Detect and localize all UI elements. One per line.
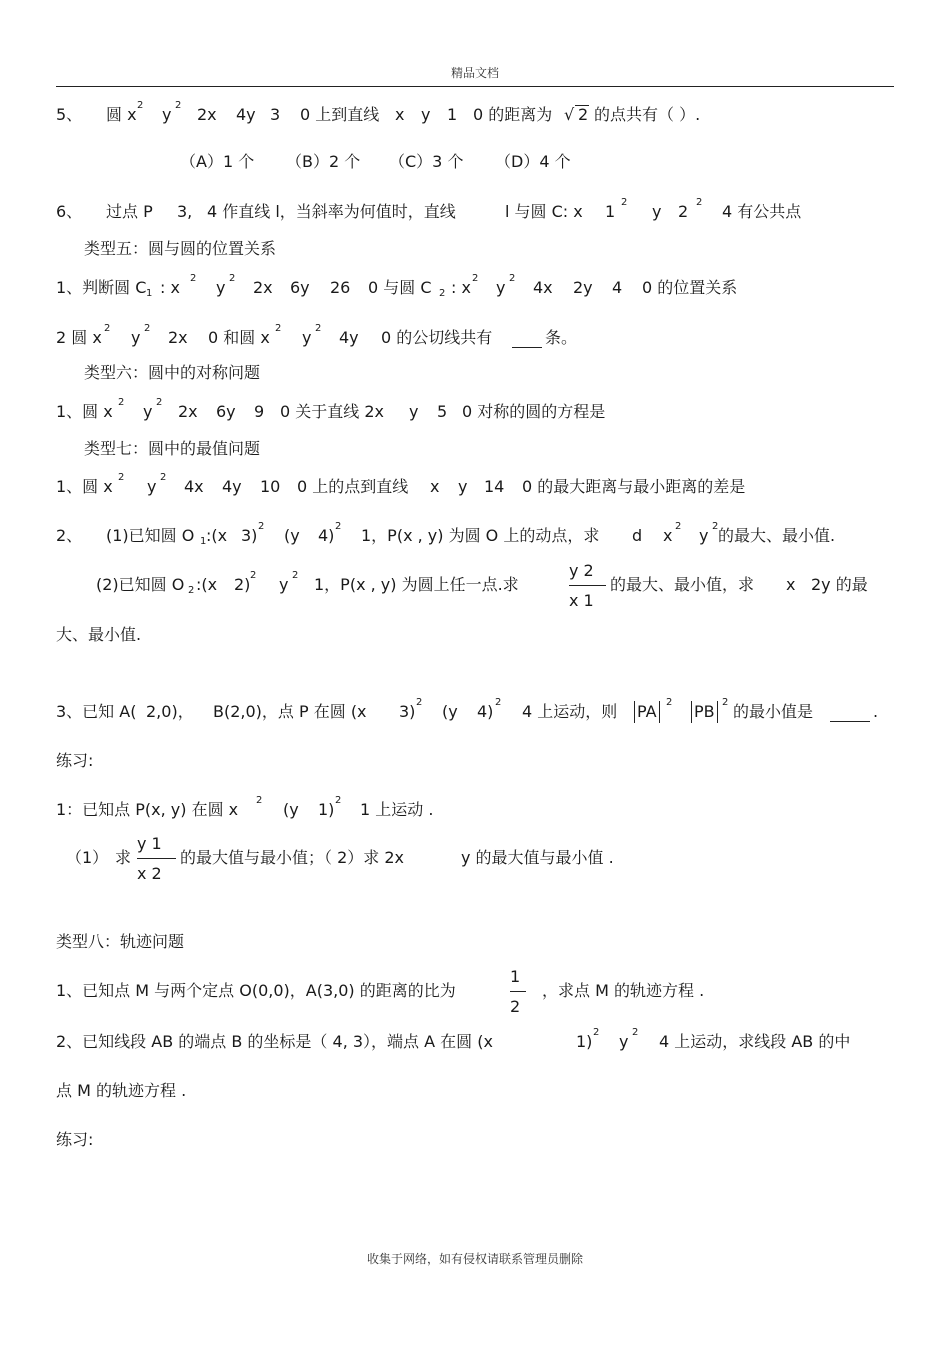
text-fragment: 5、 [56,105,83,124]
text-fragment: ，求点 M 的轨迹方程 . [542,981,705,1000]
text-fragment: 4x [184,477,204,496]
line-ex2 [0,1125,950,1155]
text-fragment: 4 [612,278,623,297]
text-fragment: 0 的距离为 [473,105,553,124]
text-fragment: 0 对称的圆的方程是 [462,402,606,421]
text-fragment: 条。 [545,328,578,347]
text-fragment: 4 作直线 l，当斜率为何值时，直线 [207,202,456,221]
line-t5-q2 [0,323,950,353]
text-fragment: （C）3 个 [389,152,464,171]
text-fragment: :(x [206,526,228,545]
text-fragment: l 与圆 C: x [505,202,583,221]
text-fragment: 2 [578,105,589,124]
line-type8 [0,927,950,957]
text-fragment: 2 [190,273,197,284]
text-fragment: 2 [118,397,125,408]
text-fragment: 4) [318,526,335,545]
text-fragment: : x [160,278,180,297]
text-fragment: 2、已知线段 AB 的端点 B 的坐标是（ 4, 3），端点 A 在圆 (x [56,1032,493,1051]
fraction-denominator: x 2 [137,864,162,883]
answer-blank [512,347,542,348]
text-fragment: 2 [137,100,144,111]
text-fragment: y [143,402,153,421]
line-t5-q1 [0,273,950,303]
line-t7-q3 [0,697,950,727]
line-type5 [0,234,950,264]
text-fragment: 2 [104,323,111,334]
text-fragment: （1） [66,848,109,867]
text-fragment: 4y [339,328,359,347]
text-fragment: 26 [330,278,351,297]
text-fragment: 2、 [56,526,83,545]
text-fragment: y [409,402,419,421]
text-fragment: x [395,105,405,124]
text-fragment: 2 [118,472,125,483]
text-fragment: y [216,278,226,297]
fraction-numerator: 1 [510,967,521,986]
text-fragment: 4 有公共点 [722,202,802,221]
text-fragment: y [496,278,506,297]
text-fragment: y 的最大值与最小值 . [461,848,614,867]
text-fragment: 2 [632,1027,639,1038]
text-fragment: 6y [290,278,310,297]
text-fragment: 类型八：轨迹问题 [56,932,185,951]
text-fragment: 2 [472,273,479,284]
text-fragment: x [663,526,673,545]
text-fragment: （A）1 个 [180,152,255,171]
line-t7-q2-2 [0,561,950,610]
text-fragment: 2 圆 x [56,328,102,347]
text-fragment: 过点 P [106,202,153,221]
text-fragment: 的最大、最小值. [718,526,836,545]
text-fragment: 3 [270,105,281,124]
text-fragment: y [458,477,468,496]
text-fragment: 练习: [56,1130,94,1149]
text-fragment: （B）2 个 [286,152,361,171]
text-fragment: 0 上到直线 [300,105,380,124]
text-fragment: 2 [621,197,628,208]
text-fragment: 14 [484,477,505,496]
text-fragment: 3、已知 A( [56,702,137,721]
text-fragment: 2y 的最 [811,575,868,594]
line-q5 [0,100,950,130]
text-fragment: y [421,105,431,124]
text-fragment: 0 的公切线共有 [381,328,493,347]
text-fragment: 1 上运动 . [360,800,434,819]
text-fragment: 1，P(x , y) 为圆 O 上的动点，求 [361,526,600,545]
text-fragment: 1 [146,288,153,299]
text-fragment: 0 与圆 C [368,278,432,297]
line-t8-q2-end [0,1076,950,1106]
text-fragment: 2 [258,521,265,532]
text-fragment: y [147,477,157,496]
text-fragment: . [873,702,879,721]
text-fragment: 2 [335,795,342,806]
line-ex1-q1 [0,795,950,825]
text-fragment: 2 [250,570,257,581]
text-fragment: 2 [175,100,182,111]
text-fragment: 练习: [56,751,94,770]
text-fragment: 2 [696,197,703,208]
fraction-numerator: y 1 [137,834,162,853]
text-fragment: 类型六：圆中的对称问题 [84,363,261,382]
text-fragment: 2 [256,795,263,806]
text-fragment: 0 的最大距离与最小距离的差是 [522,477,746,496]
text-fragment: 10 [260,477,281,496]
line-q5-opts [0,147,950,177]
text-fragment: （D）4 个 [495,152,571,171]
text-fragment: 2 [712,521,719,532]
line-type7 [0,434,950,464]
text-fragment: 2 [722,697,729,708]
text-fragment: 9 [254,402,265,421]
text-fragment: 2 [335,521,342,532]
text-fragment: 大、最小值. [56,625,142,644]
absolute-value-bar [691,701,692,723]
text-fragment: 0 上的点到直线 [297,477,409,496]
text-fragment: 的最大值与最小值；（ 2）求 2x [180,848,405,867]
text-fragment: 4 上运动，求线段 AB 的中 [659,1032,851,1051]
fraction-denominator: 2 [510,997,521,1016]
text-fragment: 2 [315,323,322,334]
line-t7-q1 [0,472,950,502]
text-fragment: √ [564,105,575,124]
absolute-value-bar [659,701,660,723]
text-fragment: 2x [168,328,188,347]
text-fragment: 3) [399,702,416,721]
text-fragment: 1、判断圆 C [56,278,147,297]
text-fragment: 类型七：圆中的最值问题 [84,439,261,458]
text-fragment: 1 [447,105,458,124]
text-fragment: 2 [509,273,516,284]
text-fragment: 6y [216,402,236,421]
text-fragment: 2 [156,397,163,408]
text-fragment: 3, [177,202,193,221]
text-fragment: 求 [115,848,132,867]
text-fragment: PB [694,702,715,721]
text-fragment: 1 [605,202,616,221]
text-fragment: 的最大、最小值，求 [610,575,755,594]
text-fragment: y [699,526,709,545]
text-fragment: 2 [188,585,195,596]
text-fragment: 2 [292,570,299,581]
text-fragment: PA [637,702,657,721]
text-fragment: 2x [197,105,217,124]
sqrt-vinculum [575,105,589,106]
line-t8-q2 [0,1027,950,1057]
text-fragment: 1) [318,800,335,819]
text-fragment: 4y [236,105,256,124]
text-fragment: 类型五：圆与圆的位置关系 [84,239,277,258]
text-fragment: 1) [576,1032,593,1051]
text-fragment: B(2,0)，点 P 在圆 (x [213,702,367,721]
text-fragment: :(x [196,575,218,594]
text-fragment: 4y [222,477,242,496]
header-rule [56,86,894,87]
text-fragment: 1、圆 x [56,402,113,421]
answer-blank [830,721,870,722]
line-ex1 [0,746,950,776]
text-fragment: 2 [144,323,151,334]
text-fragment: y [279,575,289,594]
text-fragment: 2 [666,697,673,708]
text-fragment: 的最小值是 [733,702,814,721]
text-fragment: (2)已知圆 O [96,575,185,594]
text-fragment: y [302,328,312,347]
text-fragment: 圆 x [106,105,137,124]
text-fragment: 2 [275,323,282,334]
text-fragment: : x [451,278,471,297]
text-fragment: 0 的位置关系 [642,278,738,297]
text-fragment: 2 [416,697,423,708]
text-fragment: 2,0)， [146,702,194,721]
text-fragment: y [162,105,172,124]
text-fragment: 0 关于直线 2x [280,402,385,421]
line-t7-q2-end [0,620,950,650]
text-fragment: 1 [200,536,207,547]
text-fragment: 0 和圆 x [208,328,270,347]
fraction-denominator: x 1 [569,591,594,610]
text-fragment: x [430,477,440,496]
text-fragment: 5 [437,402,448,421]
text-fragment: 2 [495,697,502,708]
text-fragment: 2 [675,521,682,532]
text-fragment: 2 [229,273,236,284]
absolute-value-bar [634,701,635,723]
text-fragment: 的点共有（ ）. [594,105,701,124]
line-ex1-q1-sub [0,834,950,883]
text-fragment: (y [283,800,299,819]
text-fragment: 4 上运动，则 [522,702,618,721]
absolute-value-bar [717,701,718,723]
text-fragment: 2 [439,288,446,299]
line-t7-q2 [0,521,950,551]
text-fragment: 1：已知点 P(x, y) 在圆 x [56,800,239,819]
text-fragment: 1、圆 x [56,477,113,496]
text-fragment: 1，P(x , y) 为圆上任一点.求 [314,575,519,594]
text-fragment: 3) [241,526,258,545]
text-fragment: 6、 [56,202,83,221]
text-fragment: 2) [234,575,251,594]
text-fragment: 2x [253,278,273,297]
text-fragment: (y [442,702,458,721]
text-fragment: 2 [678,202,689,221]
line-t6-q1 [0,397,950,427]
text-fragment: 点 M 的轨迹方程 . [56,1081,187,1100]
line-t8-q1 [0,967,950,1016]
page-header: 精品文档 [450,66,499,80]
text-fragment: 2y [573,278,593,297]
text-fragment: 2 [593,1027,600,1038]
fraction-numerator: y 2 [569,561,594,580]
text-fragment: d [632,526,643,545]
text-fragment: 4) [477,702,494,721]
text-fragment: 1、已知点 M 与两个定点 O(0,0)，A(3,0) 的距离的比为 [56,981,456,1000]
text-fragment: 2x [178,402,198,421]
line-q6 [0,197,950,227]
text-fragment: (y [284,526,300,545]
text-fragment: (1)已知圆 O [106,526,195,545]
text-fragment: x [786,575,796,594]
text-fragment: 2 [160,472,167,483]
line-type6 [0,358,950,388]
text-fragment: 4x [533,278,553,297]
text-fragment: y [652,202,662,221]
text-fragment: y [131,328,141,347]
text-fragment: y [619,1032,629,1051]
page-footer: 收集于网络，如有侵权请联系管理员删除 [366,1252,583,1266]
